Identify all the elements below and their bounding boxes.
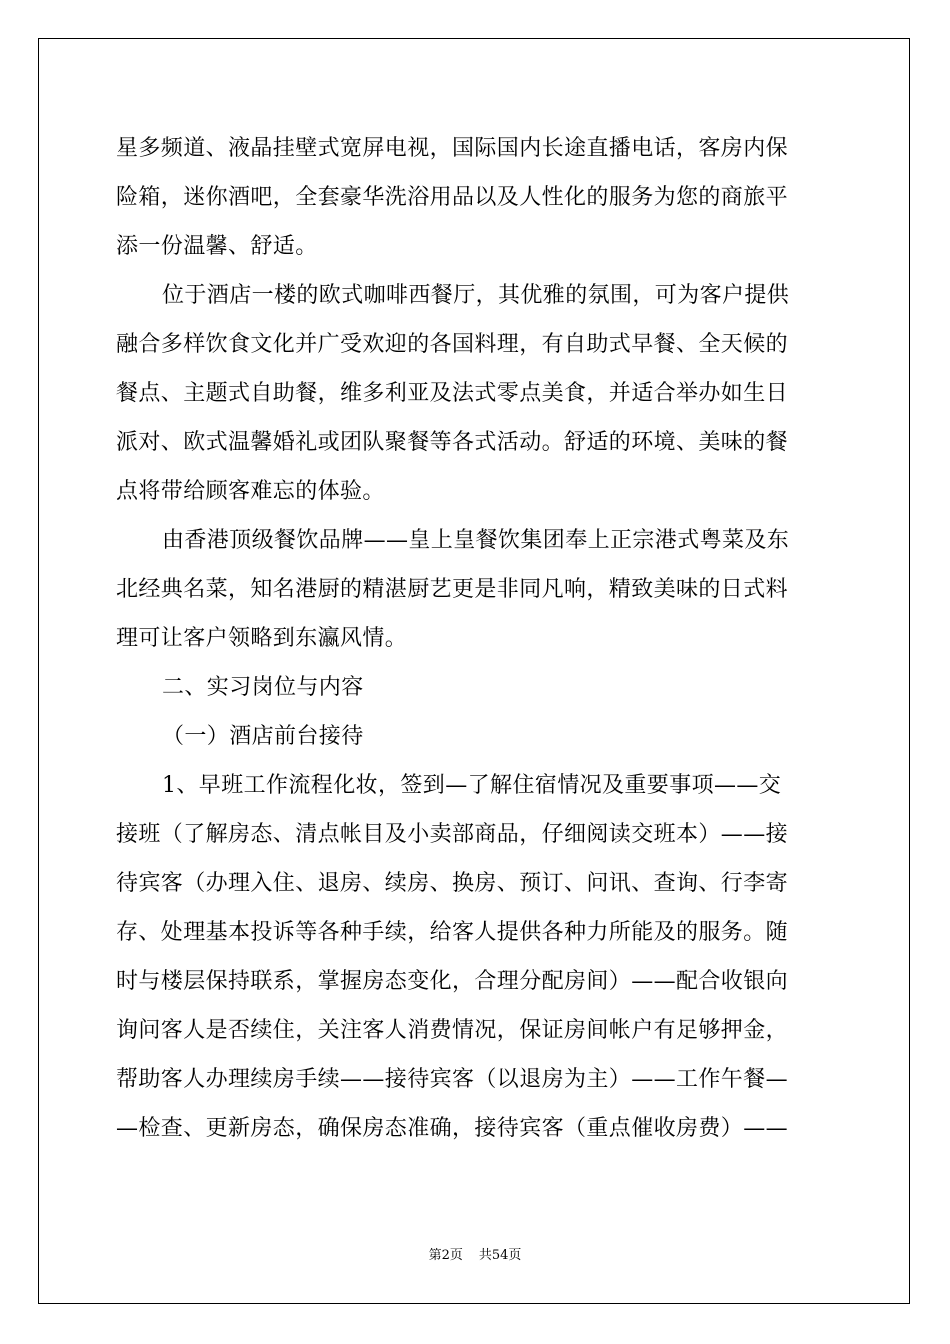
paragraph-start-line: 1、早班工作流程化妆，签到—了解住宿情况及重要事项——交	[162, 773, 782, 798]
text-line: 餐点、主题式自助餐，维多利亚及法式零点美食，并适合举办如生日	[116, 381, 789, 406]
text-line: 点将带给顾客难忘的体验。	[116, 479, 385, 504]
text-line: —检查、更新房态，确保房态准确，接待宾客（重点催收房费）——	[116, 1116, 789, 1141]
page-number: 第2页	[428, 1248, 463, 1263]
paragraph-start-line: 由香港顶级餐饮品牌——皇上皇餐饮集团奉上正宗港式粤菜及东	[162, 528, 790, 553]
text-line: 星多频道、液晶挂壁式宽屏电视，国际国内长途直播电话，客房内保	[116, 136, 789, 161]
text-line: 帮助客人办理续房手续——接待宾客（以退房为主）——工作午餐—	[116, 1067, 789, 1092]
text-line: 派对、欧式温馨婚礼或团队聚餐等各式活动。舒适的环境、美味的餐	[116, 430, 789, 455]
text-line: 添一份温馨、舒适。	[116, 234, 318, 259]
section-heading: 二、实习岗位与内容	[162, 675, 364, 700]
total-pages: 共54页	[478, 1248, 522, 1263]
text-line: 北经典名菜，知名港厨的精湛厨艺更是非同凡响，精致美味的日式料	[116, 577, 789, 602]
text-line: 险箱，迷你酒吧，全套豪华洗浴用品以及人性化的服务为您的商旅平	[116, 185, 789, 210]
text-line: 时与楼层保持联系，掌握房态变化，合理分配房间）——配合收银向	[116, 969, 789, 994]
document-body	[116, 124, 834, 1153]
text-line: 待宾客（办理入住、退房、续房、换房、预订、问讯、查询、行李寄	[116, 871, 789, 896]
text-line: 融合多样饮食文化并广受欢迎的各国料理，有自助式早餐、全天候的	[116, 332, 789, 357]
text-line: 理可让客户领略到东瀛风情。	[116, 626, 408, 651]
text-line: 接班（了解房态、清点帐目及小卖部商品，仔细阅读交班本）——接	[116, 822, 789, 847]
paragraph-start-line: 位于酒店一楼的欧式咖啡西餐厅，其优雅的氛围，可为客户提供	[162, 283, 790, 308]
subsection-heading: （一）酒店前台接待	[162, 724, 364, 749]
text-line: 存、处理基本投诉等各种手续，给客人提供各种力所能及的服务。随	[116, 920, 789, 945]
text-line: 询问客人是否续住，关注客人消费情况，保证房间帐户有足够押金，	[116, 1018, 789, 1043]
page-footer	[0, 1247, 950, 1265]
